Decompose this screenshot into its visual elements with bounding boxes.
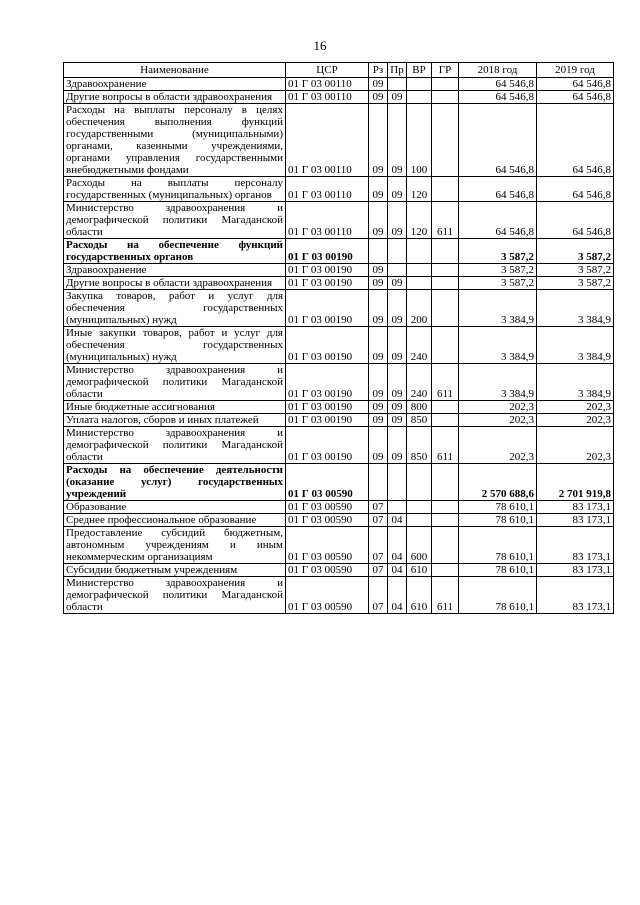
cell-rz: 07 [369, 514, 388, 527]
cell-2019: 2 701 919,8 [537, 464, 614, 501]
cell-name: Уплата налогов, сборов и иных платежей [64, 414, 286, 427]
cell-vr: 200 [407, 290, 432, 327]
cell-vr: 600 [407, 527, 432, 564]
cell-name: Здравоохранение [64, 78, 286, 91]
cell-2018: 78 610,1 [459, 564, 537, 577]
cell-pr: 09 [388, 327, 407, 364]
cell-2018: 78 610,1 [459, 514, 537, 527]
table-row [64, 401, 614, 414]
cell-2018: 202,3 [459, 414, 537, 427]
table-row [64, 564, 614, 577]
column-header-rz: Рз [369, 63, 388, 78]
cell-name: Расходы на выплаты персоналу государственных (муниципальных) органов [64, 177, 286, 202]
cell-2018: 64 546,8 [459, 202, 537, 239]
cell-pr: 09 [388, 414, 407, 427]
cell-2019: 3 384,9 [537, 364, 614, 401]
cell-name: Расходы на выплаты персоналу в целях обеспечения выполнения функций государственными (муниципальными) органами, казенными учреждениями, органами управления государственными внебюджетными фондами [64, 104, 286, 177]
table-row [64, 514, 614, 527]
cell-vr: 100 [407, 104, 432, 177]
cell-rz: 07 [369, 564, 388, 577]
cell-rz: 09 [369, 364, 388, 401]
cell-vr: 610 [407, 577, 432, 614]
cell-gr [432, 564, 459, 577]
table-row [64, 277, 614, 290]
cell-vr [407, 514, 432, 527]
cell-name: Здравоохранение [64, 264, 286, 277]
cell-gr [432, 327, 459, 364]
cell-csr: 01 Г 03 00190 [286, 239, 369, 264]
cell-vr: 610 [407, 564, 432, 577]
column-header-name: Наименование [64, 63, 286, 78]
cell-gr: 611 [432, 427, 459, 464]
cell-name: Среднее профессиональное образование [64, 514, 286, 527]
cell-2019: 64 546,8 [537, 177, 614, 202]
cell-vr: 850 [407, 427, 432, 464]
cell-gr [432, 104, 459, 177]
table-row [64, 177, 614, 202]
cell-name: Министерство здравоохранения и демографической политики Магаданской области [64, 202, 286, 239]
column-header-vr: ВР [407, 63, 432, 78]
cell-gr [432, 514, 459, 527]
cell-pr: 09 [388, 364, 407, 401]
table-row [64, 501, 614, 514]
cell-csr: 01 Г 03 00190 [286, 327, 369, 364]
table-row [64, 264, 614, 277]
cell-2018: 64 546,8 [459, 104, 537, 177]
cell-vr [407, 78, 432, 91]
cell-rz: 09 [369, 277, 388, 290]
cell-csr: 01 Г 03 00110 [286, 91, 369, 104]
cell-2019: 202,3 [537, 401, 614, 414]
cell-2019: 64 546,8 [537, 91, 614, 104]
cell-name: Министерство здравоохранения и демографической политики Магаданской области [64, 364, 286, 401]
cell-csr: 01 Г 03 00110 [286, 78, 369, 91]
cell-2018: 2 570 688,6 [459, 464, 537, 501]
cell-csr: 01 Г 03 00190 [286, 264, 369, 277]
cell-csr: 01 Г 03 00190 [286, 277, 369, 290]
cell-2019: 202,3 [537, 427, 614, 464]
cell-rz: 09 [369, 91, 388, 104]
cell-name: Расходы на обеспечение функций государственных органов [64, 239, 286, 264]
cell-csr: 01 Г 03 00110 [286, 177, 369, 202]
cell-gr [432, 401, 459, 414]
cell-name: Предоставление субсидий бюджетным, автономным учреждениям и иным некоммерческим организациям [64, 527, 286, 564]
cell-2019: 83 173,1 [537, 501, 614, 514]
cell-name: Другие вопросы в области здравоохранения [64, 91, 286, 104]
table-header-row [64, 63, 614, 78]
cell-rz: 09 [369, 427, 388, 464]
table-row [64, 364, 614, 401]
table-row [64, 290, 614, 327]
cell-2019: 3 587,2 [537, 277, 614, 290]
column-header-2018: 2018 год [459, 63, 537, 78]
cell-gr [432, 78, 459, 91]
cell-csr: 01 Г 03 00110 [286, 104, 369, 177]
column-header-2019: 2019 год [537, 63, 614, 78]
table-row [64, 577, 614, 614]
table-row [64, 91, 614, 104]
cell-vr [407, 91, 432, 104]
cell-2018: 3 384,9 [459, 327, 537, 364]
table-row [64, 239, 614, 264]
cell-rz: 09 [369, 401, 388, 414]
cell-gr [432, 91, 459, 104]
cell-name: Образование [64, 501, 286, 514]
cell-gr [432, 239, 459, 264]
cell-csr: 01 Г 03 00190 [286, 401, 369, 414]
cell-rz: 07 [369, 501, 388, 514]
cell-pr: 09 [388, 91, 407, 104]
cell-pr: 04 [388, 564, 407, 577]
cell-pr: 04 [388, 527, 407, 564]
cell-gr [432, 464, 459, 501]
cell-rz: 09 [369, 78, 388, 91]
cell-pr: 09 [388, 104, 407, 177]
cell-2018: 3 587,2 [459, 277, 537, 290]
cell-2018: 3 384,9 [459, 364, 537, 401]
cell-gr [432, 527, 459, 564]
cell-gr [432, 264, 459, 277]
column-header-pr: Пр [388, 63, 407, 78]
cell-rz: 07 [369, 577, 388, 614]
cell-pr: 04 [388, 577, 407, 614]
cell-rz: 09 [369, 177, 388, 202]
cell-2019: 3 587,2 [537, 264, 614, 277]
cell-name: Иные бюджетные ассигнования [64, 401, 286, 414]
cell-2019: 64 546,8 [537, 202, 614, 239]
cell-2019: 83 173,1 [537, 577, 614, 614]
cell-2019: 3 384,9 [537, 290, 614, 327]
cell-2018: 3 587,2 [459, 239, 537, 264]
cell-2018: 78 610,1 [459, 527, 537, 564]
cell-vr [407, 264, 432, 277]
table-row [64, 202, 614, 239]
cell-name: Другие вопросы в области здравоохранения [64, 277, 286, 290]
cell-vr [407, 464, 432, 501]
cell-pr [388, 264, 407, 277]
cell-csr: 01 Г 03 00590 [286, 564, 369, 577]
cell-pr: 09 [388, 427, 407, 464]
cell-pr: 09 [388, 202, 407, 239]
cell-pr: 09 [388, 277, 407, 290]
cell-csr: 01 Г 03 00190 [286, 364, 369, 401]
cell-2019: 83 173,1 [537, 514, 614, 527]
cell-2018: 78 610,1 [459, 577, 537, 614]
cell-gr [432, 414, 459, 427]
cell-vr [407, 239, 432, 264]
cell-rz: 09 [369, 104, 388, 177]
cell-vr: 120 [407, 202, 432, 239]
cell-2018: 78 610,1 [459, 501, 537, 514]
cell-vr: 240 [407, 364, 432, 401]
cell-name: Субсидии бюджетным учреждениям [64, 564, 286, 577]
cell-2019: 64 546,8 [537, 104, 614, 177]
cell-pr: 04 [388, 514, 407, 527]
cell-2018: 202,3 [459, 427, 537, 464]
table-row [64, 327, 614, 364]
table-row [64, 427, 614, 464]
cell-rz: 09 [369, 327, 388, 364]
table-row [64, 464, 614, 501]
cell-vr [407, 501, 432, 514]
cell-rz: 09 [369, 414, 388, 427]
cell-pr [388, 501, 407, 514]
budget-table [63, 62, 614, 614]
cell-csr: 01 Г 03 00190 [286, 290, 369, 327]
cell-2019: 83 173,1 [537, 564, 614, 577]
cell-csr: 01 Г 03 00590 [286, 514, 369, 527]
cell-gr: 611 [432, 202, 459, 239]
cell-2018: 3 587,2 [459, 264, 537, 277]
cell-2018: 64 546,8 [459, 78, 537, 91]
cell-gr [432, 290, 459, 327]
cell-2018: 64 546,8 [459, 177, 537, 202]
cell-csr: 01 Г 03 00190 [286, 427, 369, 464]
cell-name: Министерство здравоохранения и демографической политики Магаданской области [64, 577, 286, 614]
cell-2019: 83 173,1 [537, 527, 614, 564]
cell-name: Иные закупки товаров, работ и услуг для обеспечения государственных (муниципальных) нужд [64, 327, 286, 364]
cell-csr: 01 Г 03 00590 [286, 501, 369, 514]
cell-vr: 240 [407, 327, 432, 364]
table-row [64, 414, 614, 427]
cell-rz [369, 464, 388, 501]
cell-pr: 09 [388, 177, 407, 202]
cell-gr [432, 501, 459, 514]
cell-name: Министерство здравоохранения и демографической политики Магаданской области [64, 427, 286, 464]
cell-rz: 07 [369, 527, 388, 564]
table-row [64, 104, 614, 177]
cell-vr: 120 [407, 177, 432, 202]
cell-vr [407, 277, 432, 290]
cell-rz: 09 [369, 202, 388, 239]
cell-csr: 01 Г 03 00590 [286, 577, 369, 614]
table-row [64, 527, 614, 564]
cell-pr [388, 464, 407, 501]
cell-2018: 64 546,8 [459, 91, 537, 104]
cell-vr: 850 [407, 414, 432, 427]
cell-gr [432, 177, 459, 202]
cell-2019: 64 546,8 [537, 78, 614, 91]
column-header-csr: ЦСР [286, 63, 369, 78]
column-header-gr: ГР [432, 63, 459, 78]
cell-csr: 01 Г 03 00590 [286, 464, 369, 501]
cell-csr: 01 Г 03 00590 [286, 527, 369, 564]
cell-2018: 3 384,9 [459, 290, 537, 327]
cell-gr: 611 [432, 364, 459, 401]
cell-name: Закупка товаров, работ и услуг для обеспечения государственных (муниципальных) нужд [64, 290, 286, 327]
cell-pr: 09 [388, 401, 407, 414]
cell-rz: 09 [369, 264, 388, 277]
cell-pr [388, 239, 407, 264]
cell-csr: 01 Г 03 00110 [286, 202, 369, 239]
cell-pr [388, 78, 407, 91]
cell-name: Расходы на обеспечение деятельности (оказание услуг) государственных учреждений [64, 464, 286, 501]
cell-pr: 09 [388, 290, 407, 327]
cell-rz: 09 [369, 290, 388, 327]
cell-rz [369, 239, 388, 264]
cell-csr: 01 Г 03 00190 [286, 414, 369, 427]
cell-gr: 611 [432, 577, 459, 614]
page-number: 16 [313, 38, 327, 53]
cell-vr: 800 [407, 401, 432, 414]
cell-gr [432, 277, 459, 290]
cell-2018: 202,3 [459, 401, 537, 414]
cell-2019: 3 587,2 [537, 239, 614, 264]
cell-2019: 202,3 [537, 414, 614, 427]
table-row [64, 78, 614, 91]
cell-2019: 3 384,9 [537, 327, 614, 364]
